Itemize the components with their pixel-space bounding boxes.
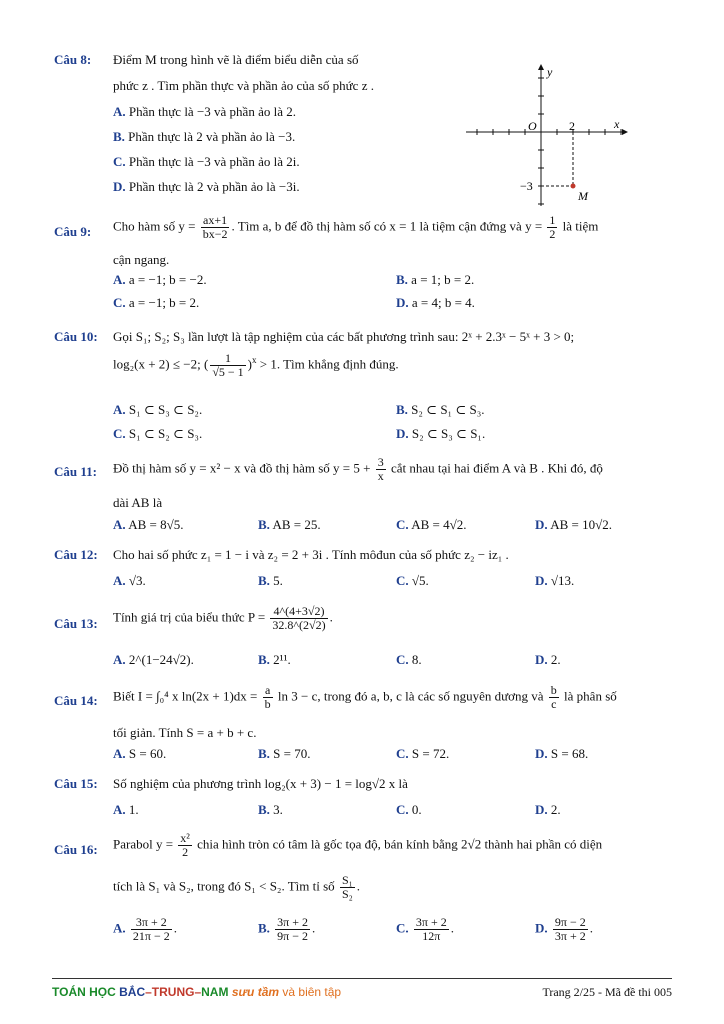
option-b[interactable]: B. 3.	[258, 802, 283, 817]
fraction: $\frac{\text{x²}}{2}$	[180, 831, 190, 859]
question-text: Điểm M trong hình vẽ là điểm biểu diễn của số	[113, 52, 359, 67]
option-c[interactable]: C. √5.	[396, 573, 429, 588]
option-d[interactable]: D. S = 68.	[535, 746, 589, 761]
fraction: $\frac{ax+1}{bx-2}$	[202, 213, 228, 241]
question-text: Parabol y = $\frac{\text{x²}}{2}$ chia hình tròn có tâm là gốc tọa độ, bán kính bằng 2√2 thành hai phần có diện	[113, 831, 603, 859]
option-b[interactable]: B. AB = 25.	[258, 517, 321, 532]
question-text: log₂(x + 2) ≤ −2; ( $\frac{1}{√5 - 1}$ )$^x$ > 1. Tìm khẳng định đúng.	[113, 351, 399, 379]
option-b[interactable]: B. S = 70.	[258, 746, 311, 761]
footer-brand: TOÁN HỌC BẮC–TRUNG–NAM sưu tầm và biên tập	[52, 985, 342, 999]
y-label: y	[547, 65, 553, 79]
question-label: Câu 12:	[54, 547, 98, 562]
option-c[interactable]: C. Phần thực là −3 và phần ảo là 2i.	[113, 154, 300, 169]
question-text: cận ngang.	[113, 252, 170, 267]
option-b[interactable]: B. $\frac{3\pi + 2}{9\pi - 2}$ .	[258, 915, 316, 943]
question-text: Tính giá trị của biểu thức P = $\frac{4\^{}(4+3√2)}{32.8\^{}(2√2)}$ .	[113, 604, 333, 632]
option-a[interactable]: A. 2^(1−24√2).	[113, 652, 194, 667]
question-text: tích là S₁ và S₂, trong đó S₁ < S₂. Tìm tỉ số $\frac{\text{S₁}}{\text{S₂}}$ .	[113, 873, 361, 901]
question-text: Số nghiệm của phương trình log₂(x + 3) − 1 = log√2 x là	[113, 776, 408, 791]
fraction: $\frac{3}{x}$	[377, 455, 384, 483]
question-text: Đồ thị hàm số y = x² − x và đồ thị hàm số y = 5 + $\frac{3}{x}$ cắt nhau tại hai điểm A và B . Khi đó, độ	[113, 455, 603, 483]
question-text: Gọi S₁; S₂; S₃ lần lượt là tập nghiệm của các bất phương trình sau: 2ˣ + 2.3ˣ − 5ˣ + 3 > 0;	[113, 329, 575, 344]
question-label: Câu 15:	[54, 776, 98, 791]
option-c[interactable]: C. AB = 4√2.	[396, 517, 467, 532]
question-text: tối giản. Tính S = a + b + c.	[113, 725, 257, 740]
option-a[interactable]: A. $\frac{3\pi + 2}{21\pi - 2}$ .	[113, 915, 177, 943]
fraction: $\frac{1}{2}$	[549, 213, 556, 241]
option-b[interactable]: B. S₂ ⊂ S₁ ⊂ S₃.	[396, 402, 485, 417]
option-d[interactable]: D. √13.	[535, 573, 575, 588]
point-label: M	[578, 189, 588, 203]
question-text: Biết I = ∫₀⁴ x ln(2x + 1)dx = $\frac{a}{b}$ ln 3 − c, trong đó a, b, c là các số nguyên dương và $\frac{b}{c}$ là phân số	[113, 683, 617, 711]
option-a[interactable]: A. Phần thực là −3 và phần ảo là 2.	[113, 104, 296, 119]
option-a[interactable]: A. S = 60.	[113, 746, 167, 761]
option-c[interactable]: C. S₁ ⊂ S₂ ⊂ S₃.	[113, 426, 203, 441]
option-c[interactable]: C. 8.	[396, 652, 422, 667]
fraction: $\frac{a}{b}$	[264, 683, 271, 711]
question-label: Câu 13:	[54, 616, 98, 631]
question-label: Câu 11:	[54, 464, 97, 479]
question-label: Câu 14:	[54, 693, 98, 708]
option-c[interactable]: C. a = −1; b = 2.	[113, 295, 200, 310]
option-b[interactable]: B. 2¹¹.	[258, 652, 291, 667]
option-c[interactable]: C. 0.	[396, 802, 422, 817]
question-label: Câu 16:	[54, 842, 98, 857]
fraction: $\frac{\text{S₁}}{\text{S₂}}$	[341, 873, 353, 901]
option-d[interactable]: D. $\frac{9\pi - 2}{3\pi + 2}$ .	[535, 915, 593, 943]
question-text: Cho hai số phức z₁ = 1 − i và z₂ = 2 + 3i . Tính môđun của số phức z₂ − iz₁ .	[113, 547, 509, 562]
page-footer	[52, 978, 672, 1003]
option-d[interactable]: D. a = 4; b = 4.	[396, 295, 475, 310]
option-d[interactable]: D. S₂ ⊂ S₃ ⊂ S₁.	[396, 426, 486, 441]
y-axis-arrow	[538, 64, 544, 70]
option-b[interactable]: B. 5.	[258, 573, 283, 588]
fraction: $\frac{1}{√5 - 1}$	[212, 351, 244, 379]
x-axis-arrow	[622, 129, 628, 135]
option-a[interactable]: A. √3.	[113, 573, 146, 588]
option-d[interactable]: D. AB = 10√2.	[535, 517, 612, 532]
question-text: Cho hàm số y = $\frac{ax+1}{bx-2}$ . Tìm a, b để đồ thị hàm số có x = 1 là tiệm cận đứng và y = $\frac{1}{2}$ là tiệm	[113, 213, 599, 241]
option-b[interactable]: B. a = 1; b = 2.	[396, 272, 475, 287]
option-d[interactable]: D. 2.	[535, 652, 561, 667]
option-b[interactable]: B. Phần thực là 2 và phần ảo là −3.	[113, 129, 296, 144]
y-tick-label: −3	[520, 179, 533, 193]
point-m	[571, 184, 576, 189]
question-text: dài AB là	[113, 495, 163, 510]
option-c[interactable]: C. S = 72.	[396, 746, 450, 761]
option-a[interactable]: A. AB = 8√5.	[113, 517, 184, 532]
question-label: Câu 9:	[54, 224, 92, 239]
origin-label: O	[528, 119, 537, 133]
question-label: Câu 10:	[54, 329, 98, 344]
x-tick-label: 2	[569, 119, 575, 133]
x-label: x	[614, 117, 620, 131]
complex-plane-graph	[462, 60, 632, 210]
option-d[interactable]: D. Phần thực là 2 và phần ảo là −3i.	[113, 179, 300, 194]
option-c[interactable]: C. $\frac{3\pi + 2}{12\pi}$ .	[396, 915, 454, 943]
option-d[interactable]: D. 2.	[535, 802, 561, 817]
option-a[interactable]: A. a = −1; b = −2.	[113, 272, 207, 287]
question-text: phức z . Tìm phần thực và phần ảo của số phức z .	[113, 78, 374, 93]
option-a[interactable]: A. 1.	[113, 802, 139, 817]
page-number: Trang 2/25 - Mã đề thi 005	[542, 985, 672, 999]
question-label: Câu 8:	[54, 52, 92, 67]
fraction: $\frac{b}{c}$	[550, 683, 557, 711]
option-a[interactable]: A. S₁ ⊂ S₃ ⊂ S₂.	[113, 402, 203, 417]
fraction: $\frac{4\^{}(4+3√2)}{32.8\^{}(2√2)}$	[272, 604, 326, 632]
